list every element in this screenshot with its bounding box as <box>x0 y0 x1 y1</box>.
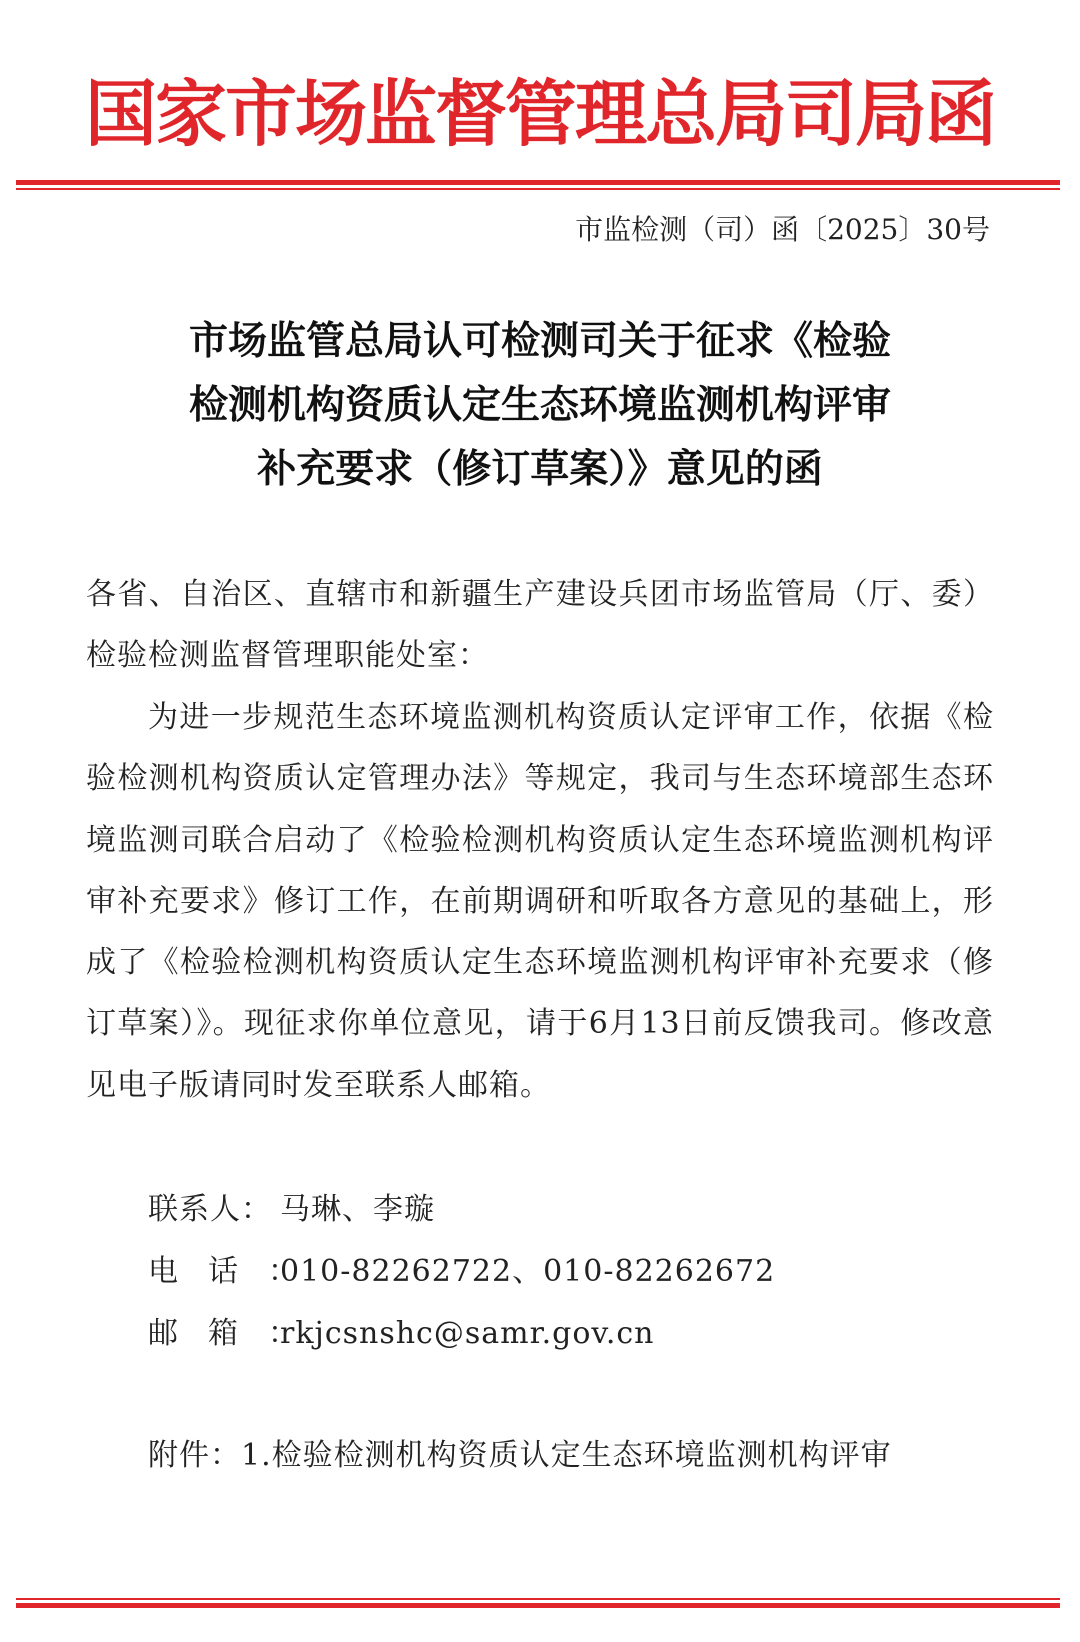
letterhead-title: 国家市场监督管理总局司局函 <box>84 72 995 156</box>
attachment-item-1: 1.检验检测机构资质认定生态环境监测机构评审 <box>241 1438 892 1473</box>
contact-phone-label: 电话： <box>148 1254 328 1289</box>
document-title-line-1: 市场监管总局认可检测司关于征求《检验 <box>188 319 891 364</box>
letterhead-rule-thick <box>16 180 1060 185</box>
addressee: 各省、自治区、直辖市和新疆生产建设兵团市场监管局（厅、委）检验检测监督管理职能处室： <box>86 577 994 674</box>
contact-person-value: 马琳、李璇 <box>280 1192 435 1227</box>
attachment <box>148 1436 892 1476</box>
letterhead-rule-thin <box>16 188 1060 190</box>
document-title <box>100 310 980 502</box>
contact-email <box>148 1314 654 1354</box>
footer-rule-thick <box>16 1603 1060 1608</box>
contact-person <box>148 1190 435 1230</box>
contact-phone-value: 010-82262722、010-82262672 <box>280 1254 776 1289</box>
contact-email-value: rkjcsnshc@samr.gov.cn <box>280 1316 655 1351</box>
attachment-label: 附件： <box>148 1438 241 1473</box>
contact-email-label: 邮箱： <box>148 1316 328 1351</box>
document-number: 市监检测（司）函〔2025〕30号 <box>575 213 990 246</box>
contact-person-label: 联系人： <box>148 1192 272 1227</box>
body-paragraph: 为进一步规范生态环境监测机构资质认定评审工作，依据《检验检测机构资质认定管理办法》等规定，我司与生态环境部生态环境监测司联合启动了《检验检测机构资质认定生态环境监测机构评审补充要求》修订工作，在前期调研和听取各方意见的基础上，形成了《检验检测机构资质认定生态环境监测机构评审补充要求（修订草案）》。现征求你单位意见，请于6月13日前反馈我司。修改意见电子版请同时发至联系人邮箱。 <box>86 700 994 1103</box>
footer-rule-thin <box>16 1598 1060 1600</box>
contact-phone <box>148 1252 775 1292</box>
document-title-line-3: 补充要求（修订草案）》意见的函 <box>257 447 823 492</box>
document-title-line-2: 检测机构资质认定生态环境监测机构评审 <box>188 383 891 428</box>
